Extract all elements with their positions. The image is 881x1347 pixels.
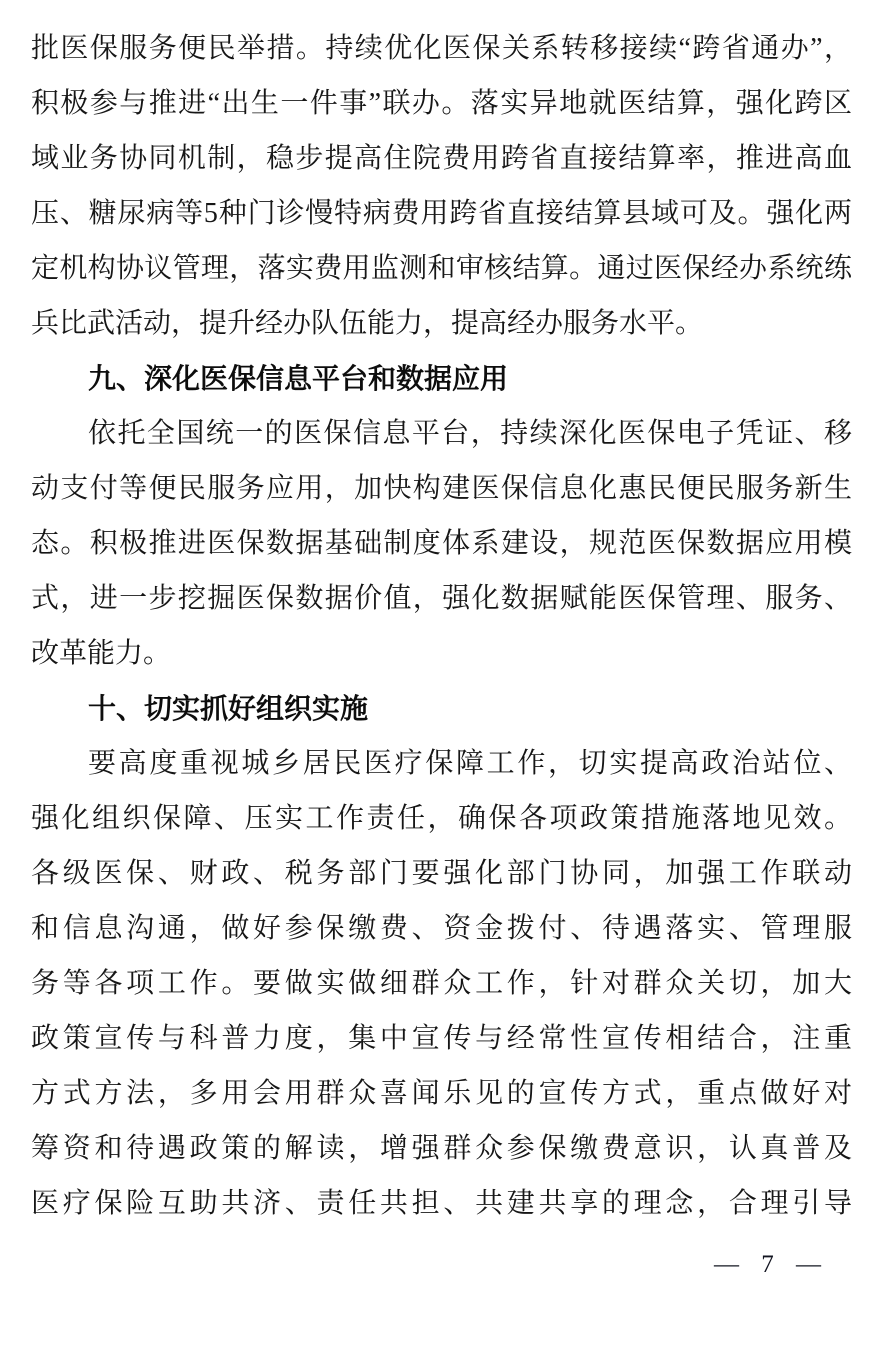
paragraph-line: 要高度重视城乡居民医疗保障工作，切实提高政治站位、	[88, 748, 852, 779]
paragraph-line: 积极参与推进“出生一件事”联办。落实异地就医结算，强化跨区	[31, 88, 852, 119]
section-heading-10: 十、切实抓好组织实施	[88, 693, 369, 724]
paragraph-line: 各级医保、财政、税务部门要强化部门协同，加强工作联动	[31, 858, 852, 889]
paragraph-line: 筹资和待遇政策的解读，增强群众参保缴费意识，认真普及	[31, 1133, 852, 1164]
paragraph-line: 医疗保险互助共济、责任共担、共建共享的理念，合理引导	[31, 1188, 852, 1219]
paragraph-line: 政策宣传与科普力度，集中宣传与经常性宣传相结合，注重	[31, 1023, 852, 1054]
paragraph-line: 方式方法，多用会用群众喜闻乐见的宣传方式，重点做好对	[31, 1078, 852, 1109]
paragraph-line: 式，进一步挖掘医保数据价值，强化数据赋能医保管理、服务、	[31, 583, 852, 614]
paragraph-line: 强化组织保障、压实工作责任，确保各项政策措施落地见效。	[31, 803, 852, 834]
page-number: — 7 —	[714, 1251, 822, 1278]
section-heading-9: 九、深化医保信息平台和数据应用	[88, 363, 509, 394]
paragraph-line: 定机构协议管理，落实费用监测和审核结算。通过医保经办系统练	[31, 253, 852, 284]
paragraph-line: 域业务协同机制，稳步提高住院费用跨省直接结算率，推进高血	[31, 143, 852, 174]
paragraph-line: 改革能力。	[31, 638, 172, 669]
paragraph-line: 批医保服务便民举措。持续优化医保关系转移接续“跨省通办”，	[31, 33, 852, 64]
paragraph-line: 兵比武活动，提升经办队伍能力，提高经办服务水平。	[31, 308, 704, 339]
paragraph-line: 态。积极推进医保数据基础制度体系建设，规范医保数据应用模	[31, 528, 852, 559]
paragraph-line: 动支付等便民服务应用，加快构建医保信息化惠民便民服务新生	[31, 473, 852, 504]
paragraph-line: 和信息沟通，做好参保缴费、资金拨付、待遇落实、管理服	[31, 913, 852, 944]
paragraph-line: 依托全国统一的医保信息平台，持续深化医保电子凭证、移	[88, 418, 852, 449]
paragraph-line: 压、糖尿病等5种门诊慢特病费用跨省直接结算县域可及。强化两	[31, 198, 852, 229]
paragraph-line: 务等各项工作。要做实做细群众工作，针对群众关切，加大	[31, 968, 852, 999]
